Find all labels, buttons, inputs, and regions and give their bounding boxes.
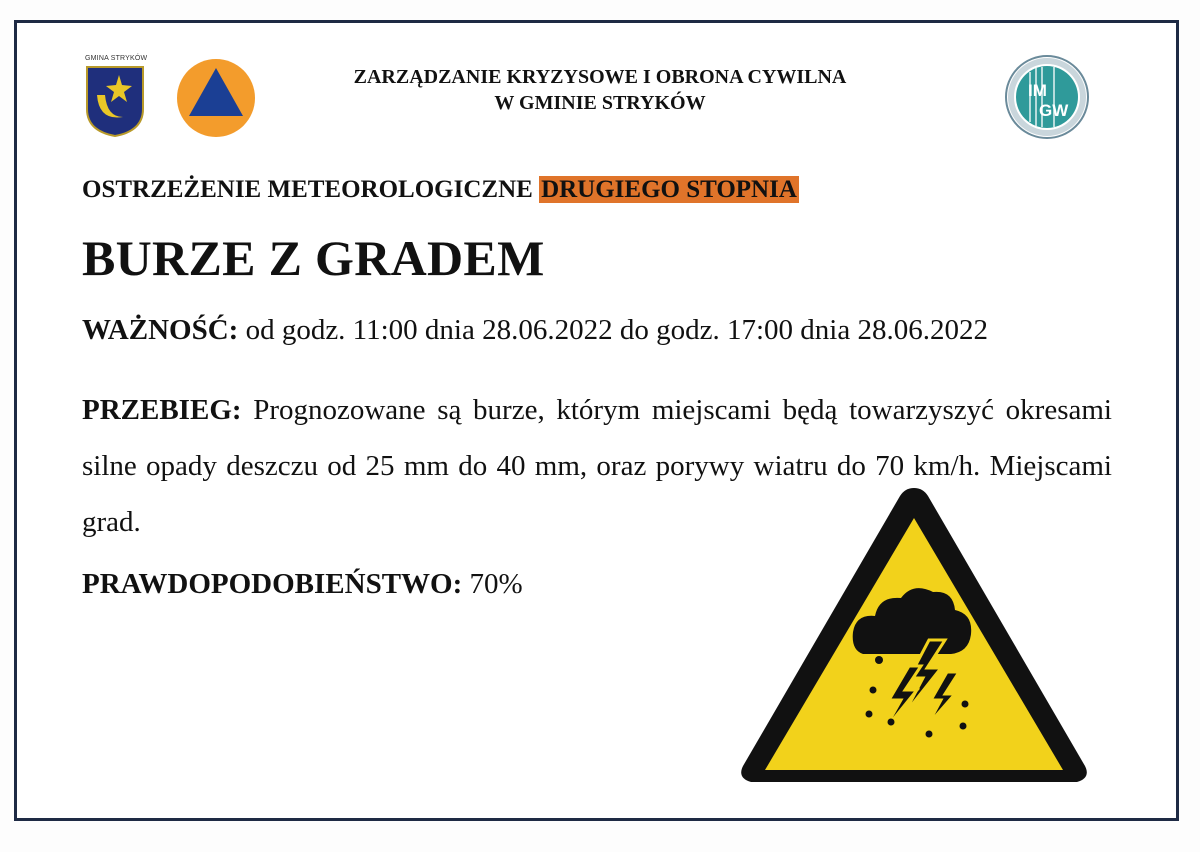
- probability-line: [82, 568, 523, 601]
- warning-level-badge: DRUGIEGO STOPNIA: [541, 176, 797, 203]
- page-title: BURZE Z GRADEM: [82, 230, 545, 286]
- validity-label: WAŻNOŚĆ:: [82, 314, 239, 346]
- header-title-line2: W GMINIE STRYKÓW: [494, 92, 706, 114]
- stykow-crest-logo: [85, 55, 148, 137]
- imgw-logo-top-text: IM: [1028, 81, 1047, 100]
- crest-shield-icon: [85, 65, 145, 137]
- imgw-logo-bottom-text: GW: [1039, 101, 1069, 120]
- civil-defense-logo: [176, 58, 256, 138]
- course-value: Prognozowane są burze, którym miejscami będą towarzyszyć okresami silne opady deszczu od 25 mm do 40 mm, oraz porywy wiatru do 70 km/h. Miejscami grad.: [82, 394, 1112, 538]
- probability-value: 70%: [469, 568, 523, 600]
- warning-prefix: OSTRZEŻENIE METEOROLOGICZNE: [82, 176, 533, 203]
- validity-line: [82, 314, 988, 347]
- probability-label: PRAWDOPODOBIEŃSTWO:: [82, 568, 463, 600]
- thunderstorm-hail-warning-sign-icon: [733, 482, 1095, 792]
- course-label: PRZEBIEG:: [82, 394, 242, 426]
- imgw-logo: [1004, 54, 1090, 140]
- validity-value: od godz. 11:00 dnia 28.06.2022 do godz. 17:00 dnia 28.06.2022: [245, 314, 988, 346]
- header-title: [300, 64, 900, 116]
- crest-caption: GMINA STRYKÓW: [85, 55, 148, 62]
- warning-heading: [82, 176, 799, 204]
- header-title-line1: ZARZĄDZANIE KRYZYSOWE I OBRONA CYWILNA: [353, 66, 847, 88]
